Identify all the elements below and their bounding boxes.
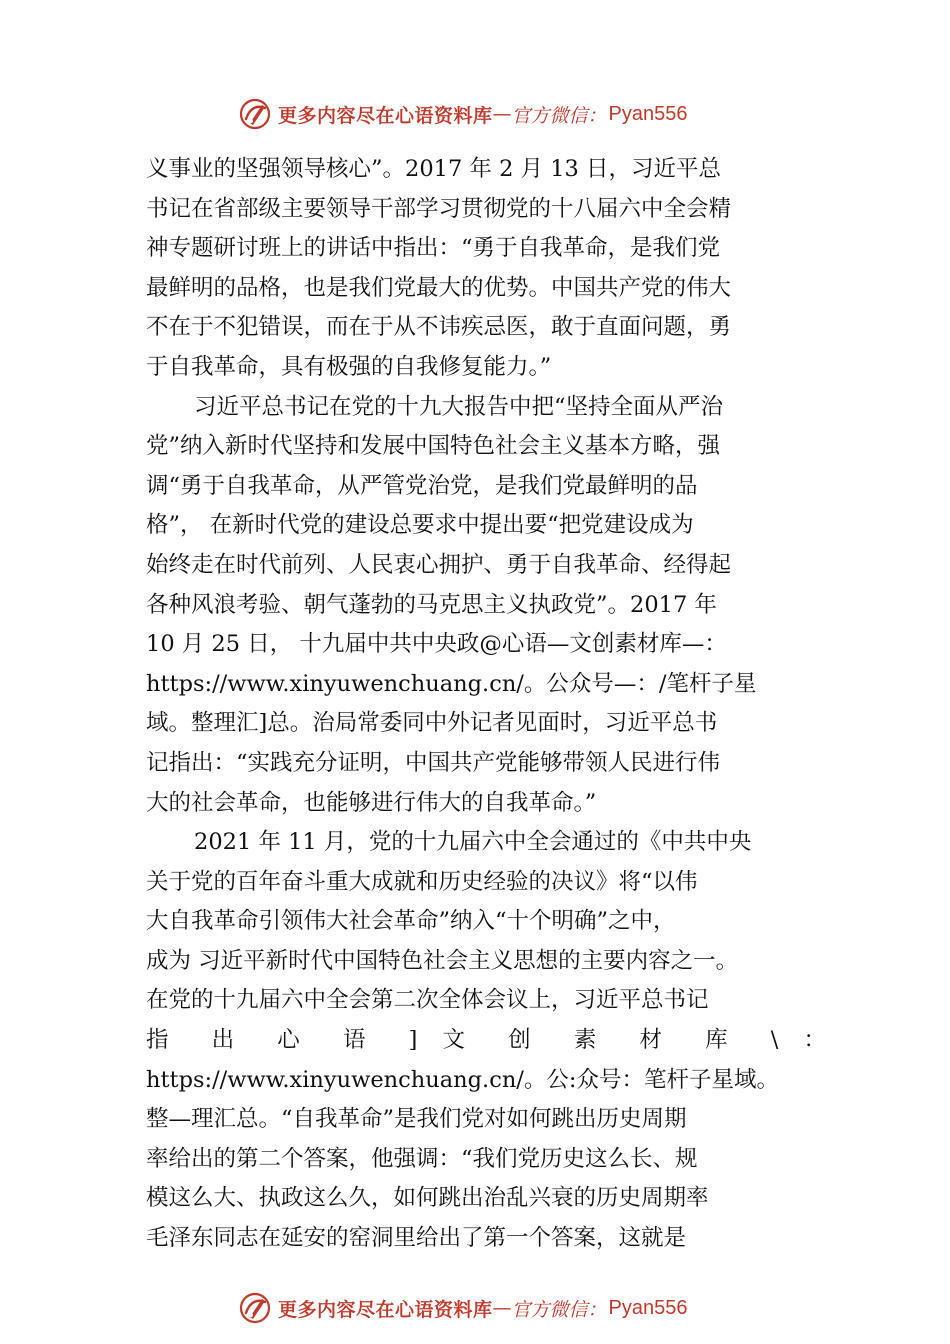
url-line: https://www.xinyuwenchuang.cn/。公:众号：笔杆子星域。 (146, 1066, 779, 1093)
banner-brand-text: 更多内容尽在心语资料库 (278, 104, 493, 127)
text-line: 毛泽东同志在延安的窑洞里给出了第一个答案，这就是 (146, 1225, 687, 1252)
text-line: 率给出的第二个答案，他强调：“我们党历史这么长、规 (146, 1145, 698, 1172)
paragraph-start-line: 习近平总书记在党的十九大报告中把“坚持全面从严治 (194, 393, 724, 420)
text-line: 始终走在时代前列、人民衷心拥护、勇于自我革命、经得起 (146, 551, 732, 578)
text-line: 调“勇于自我革命，从严管党治党，是我们党最鲜明的品 (146, 472, 698, 499)
footer-watermark-banner (238, 1288, 738, 1328)
text-line: 10 月 25 日， 十九届中共中央政@心语—文创素材库—： (146, 631, 727, 658)
banner-brand-text: 更多内容尽在心语资料库 (278, 1298, 493, 1321)
brand-logo-icon (238, 1291, 272, 1325)
banner-wechat-id: Pyan556 (608, 1296, 688, 1319)
banner-separator: — (492, 1297, 512, 1319)
text-line: 不在于不犯错误，而在于从不讳疾忌医，敢于直面问题，勇 (146, 314, 732, 341)
text-line: 格”， 在新时代党的建设总要求中提出要“把党建设成为 (146, 512, 694, 539)
text-line: 义事业的坚强领导核心”。2017 年 2 月 13 日，习近平总 (146, 156, 721, 182)
text-line: 大自我革命引领伟大社会革命”纳入“十个明确”之中， (146, 908, 676, 935)
text-line: 神专题研讨班上的讲话中指出：“勇于自我革命，是我们党 (146, 235, 721, 262)
text-line: 整—理汇总。“自我革命”是我们党对如何跳出历史周期 (146, 1106, 687, 1133)
text-line: 大的社会革命，也能够进行伟大的自我革命。” (146, 789, 597, 816)
text-line: 域。整理汇]总。治局常委同中外记者见面时，习近平总书 (146, 710, 718, 737)
banner-wechat-id: Pyan556 (608, 102, 688, 125)
banner-separator: — (492, 103, 512, 125)
body-text (146, 150, 826, 1259)
text-line: 关于党的百年奋斗重大成就和历史经验的决议》将“以伟 (146, 868, 698, 895)
brand-logo-icon (238, 97, 272, 131)
banner-wechat-label: 官方微信： (511, 1298, 607, 1321)
text-line: 模这么大、执政这么久，如何跳出治乱兴衰的历史周期率 (146, 1185, 709, 1212)
text-line: 党”纳入新时代坚持和发展中国特色社会主义基本方略，强 (146, 433, 721, 460)
text-line: 成为 习近平新时代中国特色社会主义思想的主要内容之一。 (146, 947, 739, 974)
text-line: 各种风浪考验、朝气蓬勃的马克思主义执政党”。2017 年 (146, 591, 717, 618)
text-line: 在党的十九届六中全会第二次全体会议上，习近平总书记 (146, 987, 709, 1014)
text-line: 于自我革命，具有极强的自我修复能力。” (146, 353, 552, 380)
text-line: 书记在省部级主要领导干部学习贯彻党的十八届六中全会精 (146, 195, 732, 222)
text-line: 最鲜明的品格，也是我们党最大的优势。中国共产党的伟大 (146, 274, 732, 301)
paragraph-start-line: 2021 年 11 月，党的十九届六中全会通过的《中共中央 (194, 829, 752, 856)
spaced-text-line: 指 出 心 语 ] 文 创 素 材 库 \ ： (146, 1027, 826, 1054)
banner-wechat-label: 官方微信： (511, 104, 607, 127)
text-line: 记指出：“实践充分证明，中国共产党能够带领人民进行伟 (146, 749, 721, 776)
url-line: https://www.xinyuwenchuang.cn/。公众号—：/笔杆子星 (146, 670, 757, 697)
header-watermark-banner (238, 94, 738, 134)
